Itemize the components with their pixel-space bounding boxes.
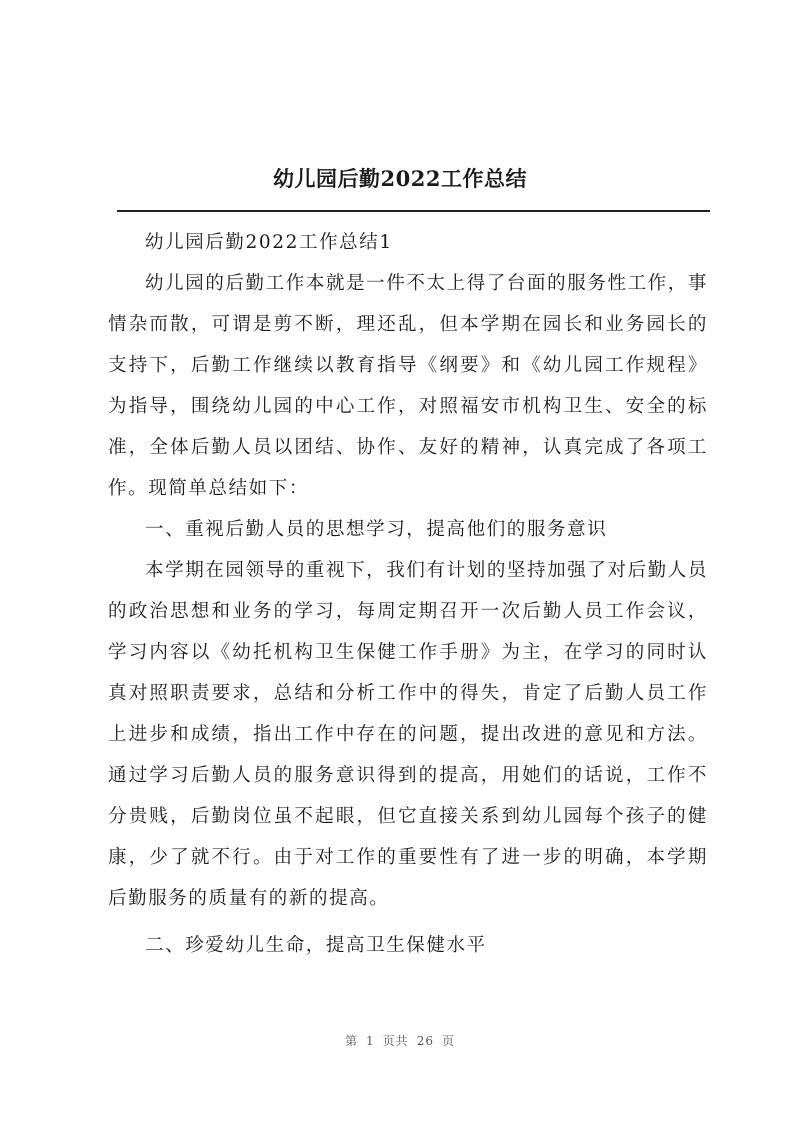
footer-middle: 页共 [382,1034,409,1048]
intro-paragraph: 幼儿园的后勤工作本就是一件不太上得了台面的服务性工作，事情杂而散，可谓是剪不断，理还乱，但本学期在园长和业务园长的支持下，后勤工作继续以教育指导《纲要》和《幼儿园工作规程》为指导，围绕幼儿园的中心工作，对照福安市机构卫生、安全的标准，全体后勤人员以团结、协作、友好的精神，认真完成了各项工作。现简单总结如下： [108,273,708,499]
title-divider [117,210,710,212]
footer-prefix: 第 [345,1034,359,1048]
footer-suffix: 页 [441,1034,455,1048]
section-1-paragraph: 本学期在园领导的重视下，我们有计划的坚持加强了对后勤人员的政治思想和业务的学习，每周定期召开一次后勤人员工作会议，学习内容以《幼托机构卫生保健工作手册》为主，在学习的同时认真对照职责要求，总结和分析工作中的得失，肯定了后勤人员工作上进步和成绩，指出工作中存在的问题，提出改进的意见和方法。通过学习后勤人员的服务意识得到的提高，用她们的话说，工作不分贵贱，后勤岗位虽不起眼，但它直接关系到幼儿园每个孩子的健康，少了就不行。由于对工作的重要性有了进一步的明确，本学期后勤服务的质量有的新的提高。 [108,560,708,909]
footer-page-number: 1 [366,1034,375,1048]
section-heading-2: 二、珍爱幼儿生命，提高卫生保健水平 [145,935,487,956]
document-body [108,222,708,966]
section-heading-1: 一、重视后勤人员的思想学习，提高他们的服务意识 [145,519,608,540]
page-footer [0,1032,800,1049]
footer-total-pages: 26 [416,1034,434,1048]
subtitle-paragraph: 幼儿园后勤2022工作总结1 [145,232,393,253]
page-title: 幼儿园后勤2022工作总结 [273,166,527,191]
